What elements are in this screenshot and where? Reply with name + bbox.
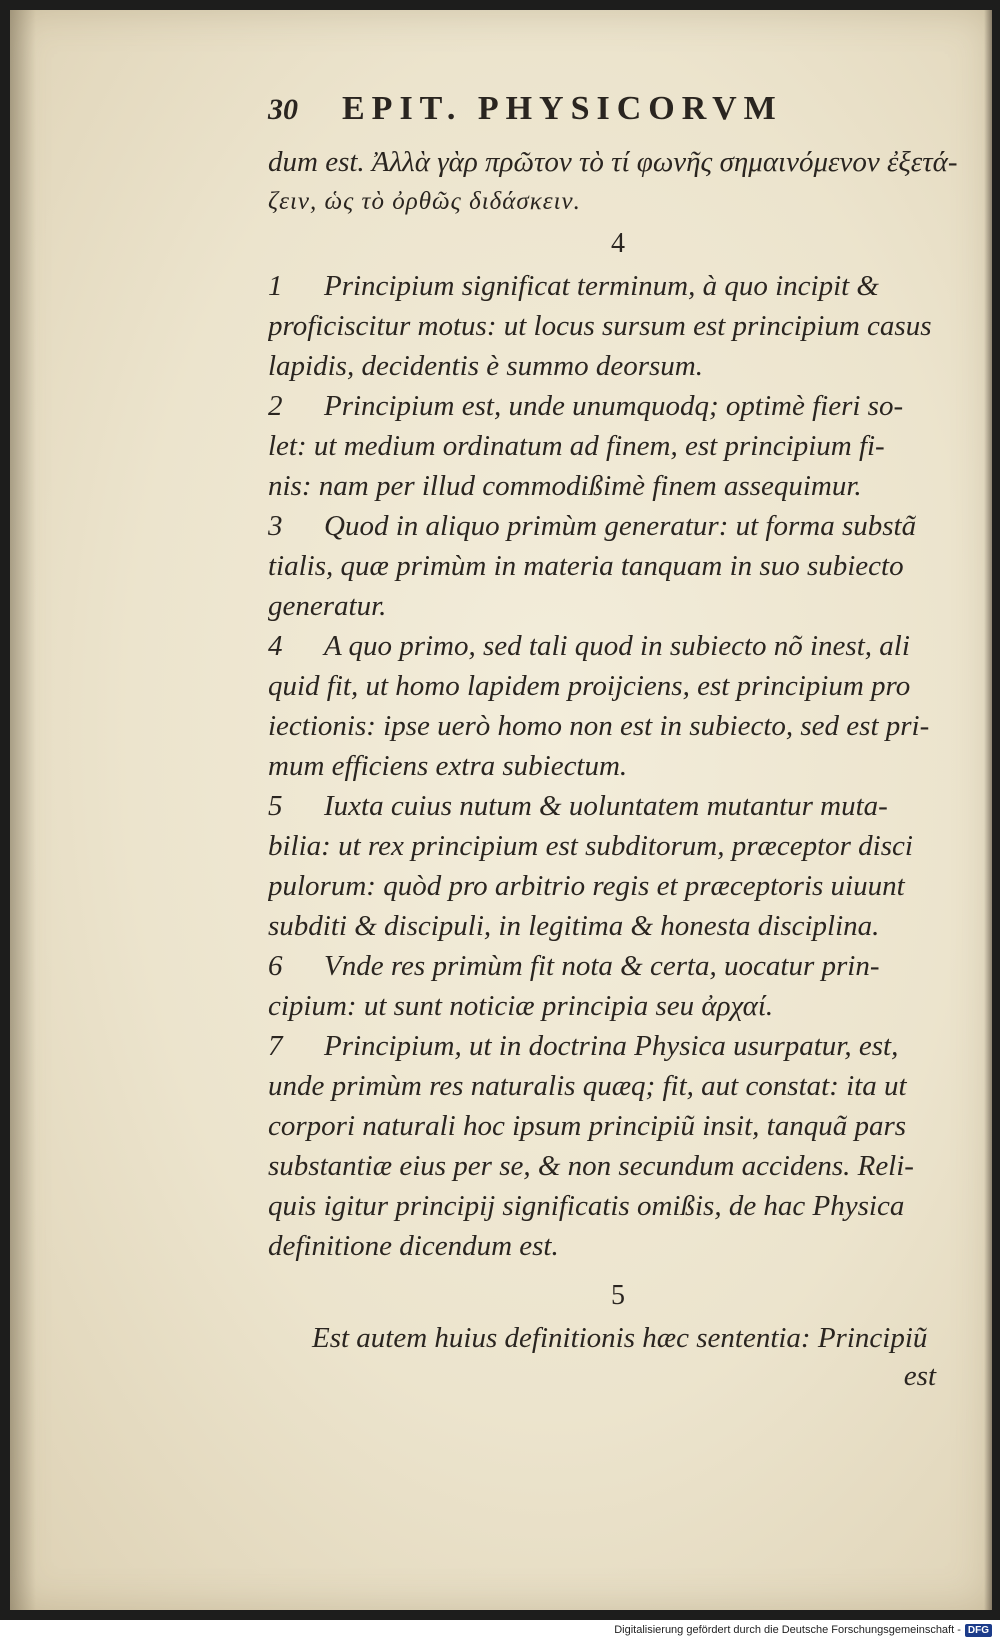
line-text: cipium: ut sunt noticiæ principia seu ἀρχαί.	[268, 990, 774, 1022]
text-line	[268, 906, 958, 946]
text-line	[268, 1026, 958, 1066]
line-text: lapidis, decidentis è summo deorsum.	[268, 350, 703, 382]
line-text: corpori naturali hoc ipsum principiũ insit, tanquã pars	[268, 1110, 907, 1142]
line-text: A quo primo, sed tali quod in subiecto nõ inest, ali	[324, 630, 910, 662]
line-text: Principium, ut in doctrina Physica usurpatur, est,	[324, 1030, 899, 1062]
item-number: 6	[268, 950, 283, 982]
text-line	[268, 1186, 958, 1226]
digitization-footer	[614, 1621, 992, 1639]
opening-line-greek: ζειν, ὡς τὸ ὀρθῶς διδάσκειν.	[268, 188, 581, 215]
opening-line: dum est. Ἀλλὰ γὰρ πρῶτον τὸ τί φωνῆς σημαινόμενον ἐξετά-	[268, 146, 958, 178]
line-text: definitione dicendum est.	[268, 1230, 559, 1262]
line-text: Quod in aliquo primùm generatur: ut forma substã	[324, 510, 917, 542]
item-number: 5	[268, 790, 283, 822]
text-line	[268, 346, 958, 386]
item-number: 3	[268, 510, 283, 542]
section-number: 5	[611, 1280, 625, 1311]
line-text: generatur.	[268, 590, 387, 622]
catchword: est	[903, 1360, 936, 1392]
text-line	[268, 506, 958, 546]
line-text: bilia: ut rex principium est subditorum, præceptor disci	[268, 830, 913, 862]
text-line	[268, 666, 958, 706]
text-line	[268, 866, 958, 906]
line-text: pulorum: quòd pro arbitrio regis et præceptoris uiuunt	[268, 870, 905, 902]
running-title: EPIT. PHYSICORVM	[342, 90, 783, 127]
section-body	[268, 1318, 958, 1358]
text-line	[268, 266, 958, 306]
text-line	[268, 546, 958, 586]
page-edge-shadow	[984, 10, 992, 1610]
text-line	[268, 826, 958, 866]
line-text: unde primùm res naturalis quæq; fit, aut constat: ita ut	[268, 1070, 907, 1102]
line-text: nis: nam per illud commodißimè finem assequimur.	[268, 470, 862, 502]
item-number: 4	[268, 630, 283, 662]
line-text: subditi & discipuli, in legitima & honesta disciplina.	[268, 910, 880, 942]
line-text: Principium est, unde unumquodq; optimè fieri so-	[324, 390, 904, 422]
section-number: 4	[611, 228, 625, 259]
line-text: proficiscitur motus: ut locus sursum est principium casus	[268, 310, 932, 342]
text-line	[268, 986, 958, 1026]
text-line	[268, 626, 958, 666]
line-text: tialis, quæ primùm in materia tanquam in suo subiecto	[268, 550, 904, 582]
line-text: quid fit, ut homo lapidem proijciens, est principium pro	[268, 670, 911, 702]
book-page	[10, 10, 992, 1610]
line-text: Est autem huius definitionis hæc sententia: Principiũ	[312, 1322, 928, 1354]
line-text: Iuxta cuius nutum & uoluntatem mutantur muta-	[324, 790, 888, 822]
footer-text: Digitalisierung gefördert durch die Deutsche Forschungsgemeinschaft -	[614, 1624, 961, 1636]
text-line	[268, 1226, 958, 1266]
line-text: iectionis: ipse uerò homo non est in subiecto, sed est pri-	[268, 710, 930, 742]
text-line	[268, 426, 958, 466]
text-line	[268, 586, 958, 626]
item-number: 1	[268, 270, 283, 302]
line-text: let: ut medium ordinatum ad finem, est principium fi-	[268, 430, 885, 462]
section-body	[268, 266, 958, 1266]
item-number: 2	[268, 390, 283, 422]
line-text: substantiæ eius per se, & non secundum accidens. Reli-	[268, 1150, 914, 1182]
text-line	[268, 746, 958, 786]
item-number: 7	[268, 1030, 283, 1062]
text-block	[268, 90, 958, 1394]
text-line	[268, 306, 958, 346]
text-line	[268, 1146, 958, 1186]
page-gutter-shadow	[10, 10, 36, 1610]
line-text: mum efficiens extra subiectum.	[268, 750, 628, 782]
text-line	[268, 1318, 958, 1358]
text-line	[268, 1106, 958, 1146]
text-line	[268, 1066, 958, 1106]
text-line	[268, 706, 958, 746]
text-line	[268, 466, 958, 506]
text-line	[268, 386, 958, 426]
dfg-logo: DFG	[965, 1624, 992, 1637]
page-number: 30	[268, 93, 298, 126]
text-line	[268, 786, 958, 826]
line-text: Vnde res primùm fit nota & certa, uocatur prin-	[324, 950, 880, 982]
running-head	[268, 90, 958, 142]
text-line	[268, 946, 958, 986]
line-text: quis igitur principij significatis omißis, de hac Physica	[268, 1190, 905, 1222]
line-text: Principium significat terminum, à quo incipit &	[324, 270, 879, 302]
